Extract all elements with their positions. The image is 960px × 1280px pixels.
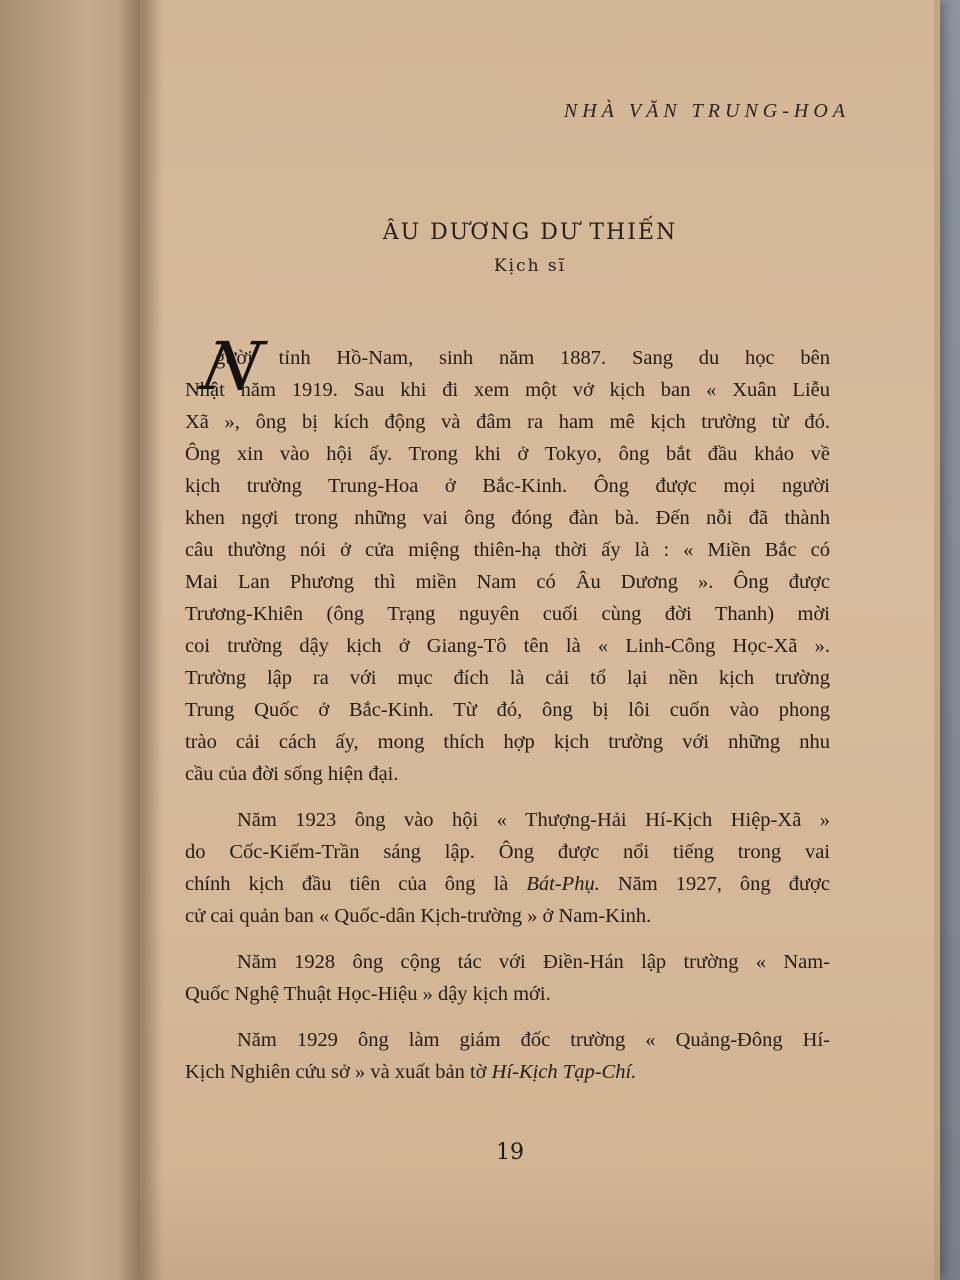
text-line (185, 1056, 830, 1088)
running-head: NHÀ VĂN TRUNG-HOA (563, 100, 850, 122)
text-line: khen ngợi trong những vai ông đóng đàn bà. Đến nỗi đã thành (185, 507, 830, 529)
paragraph-2 (185, 804, 830, 932)
text-line: do Cốc-Kiếm-Trần sáng lập. Ông được nổi tiếng trong vai (185, 841, 830, 863)
paragraph-3 (185, 946, 830, 1010)
paragraph-4 (185, 1024, 830, 1088)
page-shading (140, 1170, 940, 1280)
text-line: coi trường dậy kịch ở Giang-Tô tên là « Linh-Công Học-Xã ». (185, 635, 830, 657)
text-line: kịch trường Trung-Hoa ở Bắc-Kinh. Ông được mọi người (185, 475, 830, 497)
text-line: Trung Quốc ở Bắc-Kinh. Từ đó, ông bị lôi cuốn vào phong (185, 699, 830, 721)
text-line: Trường lập ra với mục đích là cải tổ lại nền kịch trường (185, 667, 830, 689)
text-segment: Năm 1927, ông được (599, 873, 830, 895)
text-line: cầu của đời sống hiện đại. (185, 763, 399, 785)
gutter-shadow (118, 0, 163, 1280)
play-title: Bát-Phụ. (526, 873, 600, 895)
page-edge (934, 0, 940, 1280)
text-line: Xã », ông bị kích động và đâm ra ham mê kịch trường từ đó. (185, 411, 830, 433)
text-line: gười tỉnh Hồ-Nam, sinh năm 1887. Sang du học bên (215, 347, 830, 369)
text-line: Trương-Khiên (ông Trạng nguyên cuối cùng đời Thanh) mời (185, 603, 830, 625)
article-title: ÂU DƯƠNG DƯ THIẾN (382, 220, 678, 245)
paragraph-1 (185, 328, 830, 790)
text-line: Mai Lan Phương thì miền Nam có Âu Dương ». Ông được (185, 571, 830, 593)
text-line: câu thường nói ở cửa miệng thiên-hạ thời ấy là : « Miền Bắc có (185, 539, 830, 561)
text-line: Năm 1923 ông vào hội « Thượng-Hải Hí-Kịch Hiệp-Xã » (237, 809, 830, 831)
text-line: Năm 1928 ông cộng tác với Điền-Hán lập trường « Nam- (237, 951, 830, 973)
magazine-title: Hí-Kịch Tạp-Chí. (491, 1061, 637, 1083)
text-line: Năm 1929 ông làm giám đốc trường « Quảng-Đông Hí- (237, 1029, 830, 1051)
article-subtitle: Kịch sĩ (493, 256, 567, 276)
text-line: cử cai quản ban « Quốc-dân Kịch-trường » ở Nam-Kinh. (185, 905, 652, 927)
text-line: Nhật năm 1919. Sau khi đi xem một vở kịch ban « Xuân Liễu (185, 379, 830, 401)
page-number: 19 (496, 1140, 524, 1165)
text-line: trào cải cách ấy, mong thích hợp kịch trường với những nhu (185, 731, 830, 753)
text-segment: chính kịch đầu tiên của ông là (185, 873, 527, 895)
text-line: Quốc Nghệ Thuật Học-Hiệu » dậy kịch mới. (185, 983, 551, 1005)
text-segment: Kịch Nghiên cứu sở » và xuất bản tờ (185, 1061, 492, 1083)
text-line: Ông xin vào hội ấy. Trong khi ở Tokyo, ông bắt đầu khảo về (185, 443, 830, 465)
book-page (140, 0, 940, 1280)
text-line (185, 868, 830, 900)
article-body (185, 328, 830, 1102)
drop-cap: N (194, 328, 270, 405)
